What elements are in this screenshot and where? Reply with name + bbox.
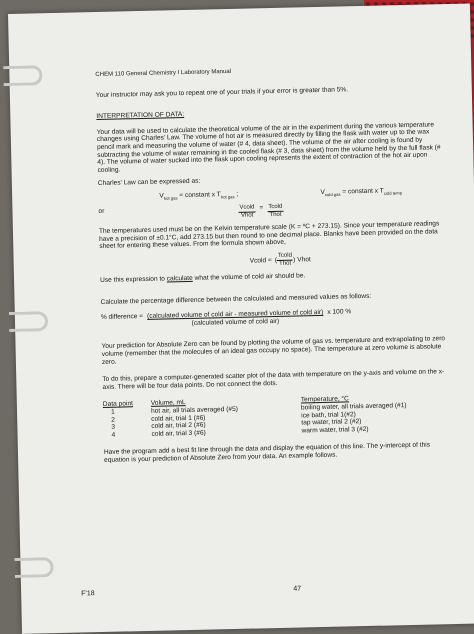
- intro-text: Your instructor may ask you to repeat one of your trials if your error is greater than 5%.: [95, 85, 349, 99]
- paragraph-best-fit: Have the program add a best fit line through the data and display the equation of this line. The y-intercept of this equation is your prediction of Absolute Zero from your data. An example follows.: [103, 441, 431, 464]
- table-header: Data point: [102, 400, 134, 409]
- hot-gas-equation: $V_{hot gas}$ = constant x $T_{hot gas}$ ;: [159, 190, 239, 201]
- table-cell: 1: [110, 408, 115, 416]
- page-header: CHEM 110 General Chemistry I Laboratory Manual: [95, 68, 232, 79]
- law-intro: Charles' Law can be expressed as:: [97, 178, 201, 188]
- binder-ring: [14, 557, 53, 578]
- page-content: [95, 64, 449, 464]
- page-number: 47: [293, 585, 302, 593]
- table-cell: tap water, trial 2 (#2): [301, 418, 362, 427]
- use-expression: Use this expression to calculate what the volume of cold air should be.: [99, 272, 306, 284]
- cold-gas-equation: $V_{cold gas}$ = constant x $T_{cold temp}$: [320, 187, 403, 198]
- table-cell: warm water, trial 3 (#2): [301, 425, 369, 435]
- data-table: [103, 393, 449, 439]
- binder-ring: [3, 65, 42, 86]
- table-header: Volume, mL: [150, 399, 186, 408]
- table-cell: cold air, trial 3 (#6): [151, 429, 206, 438]
- page-footer: [81, 582, 441, 598]
- edition-label: F'18: [81, 590, 95, 598]
- binder-ring: [9, 311, 48, 332]
- section-title: INTERPRETATION OF DATA:: [96, 111, 185, 121]
- paragraph-absolute-zero: Your prediction for Absolute Zero can be found by plotting the volume of gas vs. temperature and extrapolating to zero volume (remember that the molecules of an ideal gas occupy no space). The temperature at zero volume is absolute zero.: [101, 335, 446, 366]
- table-header: Temperature, °C: [300, 395, 349, 404]
- pct-difference-formula: % difference = (calculated volume of cold air - measured volume of cold air) (calculated volume of cold air) x 100 %: [100, 308, 352, 327]
- manual-page: [8, 4, 474, 634]
- or-label: or: [98, 207, 105, 215]
- table-cell: 2: [111, 416, 115, 424]
- table-cell: 3: [111, 423, 116, 431]
- ratio-t: $\frac{\text{Tcold}}{\text{Thot}}$: [268, 203, 283, 219]
- calc-diff-text: Calculate the percentage difference between the calculated and measured values as follows:: [100, 292, 372, 306]
- table-cell: boiling water, all trials averaged (#1): [300, 401, 407, 412]
- table-cell: 4: [111, 431, 116, 439]
- table-cell: ice bath, trial 1(#2): [301, 410, 356, 419]
- table-cell: cold air, trial 2 (#6): [151, 421, 206, 430]
- ratio-v: $\frac{\text{Vcold}}{\text{Vhot}}$: [239, 204, 255, 220]
- table-cell: cold air, trial 1 (#6): [151, 414, 206, 423]
- vcold-formula: Vcold = ( $\frac{\text{Tcold}}{\text{Thot}}$ ) Vhot: [249, 252, 311, 268]
- paragraph-scatter: To do this, prepare a computer-generated scatter plot of the data with temperature on the y-axis and volume on the x-axis. There will be four data points. Do not connect the dots.: [102, 368, 445, 391]
- paragraph-charles: Your data will be used to calculate the theoretical volume of the air in the experiment during the various temperature changes using Charles' Law. The volume of hot air is measured directly by filling the flask with water up to the wax pencil mark and measuring the volume of water (# 4, data sheet). The volume of the air after cooling is found by subtracting the volume of water remaining in the cooled flask (# 3, data sheet) from the volume held by the full flask (# 4). The volume of water sucked into the flask upon cooling represents the extent of contraction of the hot air upon cooling.: [96, 121, 441, 174]
- ratio-row: or $\frac{\text{Vcold}}{\text{Vhot}}$ = $\frac{\text{Tcold}}{\text{Thot}}$: [98, 200, 443, 224]
- table-cell: hot air, all trials averaged (#5): [150, 405, 238, 415]
- paragraph-kelvin: The temperatures used must be on the Kelvin temperature scale (K = ºC + 273.15). Since your temperature readings have a precision of ±0.1°C, add 273.15 but then round to one decimal place. Blanks have been provided on the data sheet for entering these values. From the formula shown above,: [98, 220, 440, 251]
